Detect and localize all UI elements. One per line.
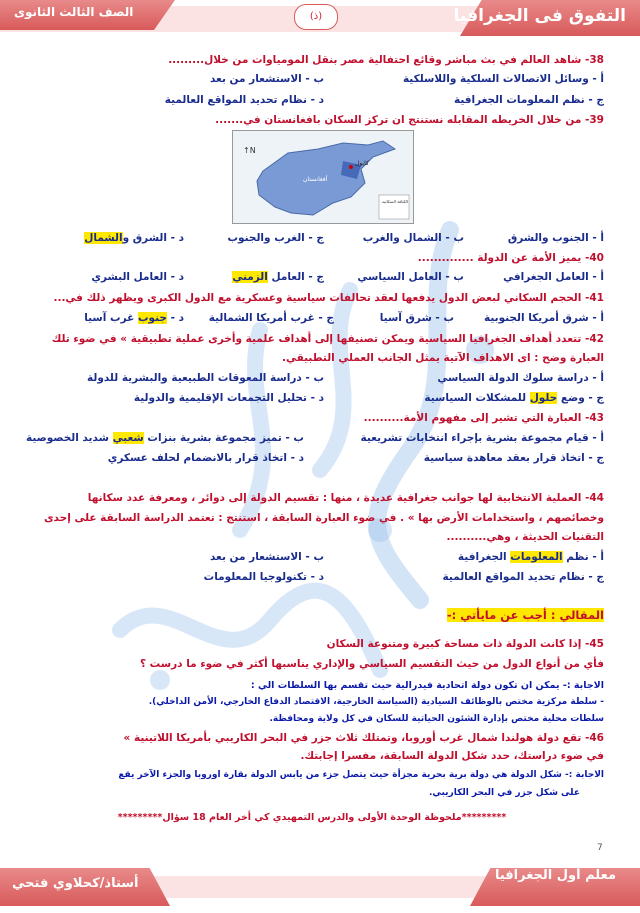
q42-option-a: أ - دراسة سلوك الدولة السياسي: [437, 372, 604, 384]
q41-option-d-suffix: غرب آسيا: [84, 312, 138, 324]
q46-answer-line1: [20, 770, 604, 780]
q38-text: 38- شاهد العالم في بث مباشر وقائع احتفالية مصر بنقل المومياوات من خلال.........: [168, 54, 604, 66]
q44-option-a: [324, 551, 604, 563]
essay-heading-text: المقالي : أجب عن مايأتي :-: [446, 608, 604, 622]
q43-option-b-highlight: شعبي: [112, 432, 144, 444]
q39-option-c: ج - الغرب والجنوب: [227, 232, 324, 244]
q43-options-row2: [20, 452, 604, 464]
q43-option-d: د - اتخاذ قرار بالانضمام لحلف عسكري: [107, 452, 304, 464]
q42-options-row1: [20, 372, 604, 384]
q46-text-line2: في ضوء دراستك، حدد شكل الدولة السابقة، مفسرا إجابتك.: [300, 750, 604, 762]
q41-option-c: ج - غرب أمريكا الشمالية: [208, 312, 334, 324]
q44-text-line1: 44- العملية الانتخابية لها جوانب جغرافية عديدة ، منها : تقسيم الدولة إلى دوائر ، ومعرفة عدد سكانها: [87, 492, 604, 504]
q43-options-row1: [20, 432, 604, 444]
q40-option-c-prefix: ج - العامل: [267, 271, 324, 283]
q44-option-a-prefix: أ - نظم: [562, 551, 604, 563]
q39-option-d-prefix: د - الشرق و: [122, 232, 184, 244]
q45-text-line2: فأي من أنواع الدول من حيث التقسيم السياسي والإداري يناسبها أكثر في ضوء ما درست ؟: [139, 658, 604, 670]
essay-heading: [447, 608, 604, 622]
q38-option-b: ب - الاستشعار من بعد: [209, 73, 324, 85]
q42-option-b: ب - دراسة المعوقات الطبيعية والبشرية للدولة: [87, 372, 324, 384]
q42-option-c-prefix: ج - وضع: [557, 392, 604, 404]
q40-option-c: [184, 271, 324, 283]
q40-options-row: [20, 271, 604, 283]
q39-options-row: [20, 232, 604, 244]
q40-text: 40- يميز الأمة عن الدولة ..............: [417, 252, 604, 264]
q40-option-a: أ - العامل الجغرافي: [503, 271, 604, 283]
q42-option-c-suffix: للمشكلات السياسية: [424, 392, 530, 404]
q41-option-d-highlight: جنوب: [137, 312, 167, 324]
q39-option-a: أ - الجنوب والشرق: [507, 232, 604, 244]
q44-option-b: ب - الاستشعار من بعد: [209, 551, 324, 563]
q43-option-a: أ - قيام مجموعة بشرية بإجراء انتخابات تشريعية: [360, 432, 604, 444]
q43-option-b-suffix: شديد الخصوصية: [26, 432, 113, 444]
q41-option-b: ب - شرق آسيا: [379, 312, 454, 324]
q42-options-row2: [20, 392, 604, 404]
q43-option-c: ج - اتخاذ قرار بعقد معاهدة سياسية: [423, 452, 604, 464]
afghanistan-map: [232, 130, 414, 224]
q44-option-a-highlight: المعلومات: [510, 551, 563, 563]
q44-options-row2: [20, 571, 604, 583]
q44-text-line3: التقنيات الحديثة ، وهي..........: [446, 531, 604, 543]
q39-option-b: ب - الشمال والغرب: [362, 232, 464, 244]
q38-options-row2: [20, 94, 604, 106]
q44-option-c: ج - نظام تحديد المواقع العالمية: [442, 571, 604, 583]
q41-option-a: أ - شرق أمريكا الجنوبية: [483, 312, 604, 324]
q41-text: 41- الحجم السكاني لبعض الدول يدفعها لعقد تحالفات سياسية وعسكرية مع الدول الكبرى ويظهر ذلك في...: [53, 292, 604, 304]
q44-option-a-suffix: الجغرافية: [457, 551, 511, 563]
q44-option-d: د - تكنولوجيا المعلومات: [203, 571, 324, 583]
q42-option-c: [324, 392, 604, 404]
q38-option-c: ج - نظم المعلومات الجغرافية: [453, 94, 604, 106]
q45-answer-text1: يمكن ان تكون دولة اتحادية فيدرالية حيث تقسم بها السلطات الي :: [250, 680, 560, 691]
header-grade: الصف الثالث الثانوى: [14, 5, 134, 19]
q38-options-row1: [20, 73, 604, 85]
q45-answer-label: الاجابة :-: [562, 680, 604, 691]
page-header: [0, 0, 640, 42]
q39-text: 39- من خلال الخريطه المقابله نستنتج ان تركز السكان بافغانستان في.......: [215, 114, 604, 126]
q44-text-line2: وخصائصهم ، واستخدامات الأرض بها » . في ضوء العبارة السابقة ، استنتج : تعتمد الدراسة السابقة على إحدى: [43, 512, 604, 524]
q41-options-row: [20, 312, 604, 324]
q40-option-d: د - العامل البشري: [91, 271, 184, 283]
q43-text: 43- العبارة التي تشير إلى مفهوم الأمة..........: [363, 412, 604, 424]
q46-answer-label: الاجابة :-: [565, 770, 604, 780]
q39-option-d: [84, 232, 184, 244]
q38-option-a: أ - وسائل الاتصالات السلكية واللاسلكية: [402, 73, 604, 85]
q41-option-d: [84, 312, 184, 324]
q40-option-b: ب - العامل السياسي: [357, 271, 464, 283]
q38-option-d: د - نظام تحديد المواقع العالمية: [164, 94, 324, 106]
footer-author: أستاذ/كحلاوي فتحي: [12, 876, 139, 891]
q45-answer-line3: سلطات محلية مختص بإدارة الشئون الحياتية للسكان في كل ولاية ومحافظة.: [269, 714, 604, 724]
map-legend-label: الكثافة السكانية: [382, 199, 409, 204]
q46-answer-line2: على شكل جزر في البحر الكاريبي.: [428, 788, 580, 798]
q45-answer-line1: [20, 680, 604, 691]
q45-answer-line2: - سلطة مركزية مختص بالوظائف السيادية (السياسة الخارجية، الاقتصاد الدفاع الخارجي، الأمن الداخلي).: [148, 697, 604, 707]
q43-option-b: [26, 432, 304, 444]
q46-text-line1: 46- تقع دولة هولندا شمال غرب أوروبا، وتمتلك ثلاث جزر في البحر الكاريبي بأمريكا اللاتينية »: [123, 732, 604, 744]
footer-teacher: معلم أول الجغرافيا: [494, 868, 616, 883]
map-city-label: كابول: [355, 160, 369, 167]
q42-option-c-highlight: حلول: [529, 392, 558, 404]
q43-option-b-prefix: ب - تميز مجموعة بشرية بنزات: [143, 432, 304, 444]
q44-options-row1: [20, 551, 604, 563]
page-footer: [0, 868, 640, 913]
map-country-label: أفغانستان: [303, 176, 328, 183]
q45-text-line1: 45- إذا كانت الدولة ذات مساحة كبيرة ومتنوعة السكان: [326, 638, 604, 650]
map-capital-dot: [349, 165, 353, 169]
q41-option-d-prefix: د -: [166, 312, 184, 324]
q39-option-d-highlight: الشمال: [84, 232, 123, 244]
header-badge: (ذ): [294, 4, 338, 30]
header-title: التفوق فى الجغرافيا: [453, 6, 626, 26]
q42-text-line1: 42- تتعدد أهداف الجغرافيا السياسية ويمكن تصنيفها إلى أهداف علمية وأخرى عملية تطبيقية » في ضوء تلك: [51, 333, 604, 345]
q42-option-d: د - تحليل التجمعات الإقليمية والدولية: [133, 392, 324, 404]
q40-option-c-highlight: الزمني: [232, 271, 268, 283]
page-number: 7: [597, 843, 603, 853]
closing-note: *********ملحوظة الوحدة الأولى والدرس التمهيدي كي أخر العام 18 سؤال*********: [117, 812, 507, 823]
q42-text-line2: العبارة وضح : اى الاهداف الآتية يمثل الجانب العملي التطبيقي.: [281, 352, 604, 364]
map-north-arrow-icon: ↑N: [243, 146, 256, 155]
q46-answer-text1: شكل الدولة هي دولة برية بحرية مجزأة حيث يتصل جزء من يابس الدولة بقارة اوروبا والجزء الآخر يقع: [118, 770, 562, 780]
